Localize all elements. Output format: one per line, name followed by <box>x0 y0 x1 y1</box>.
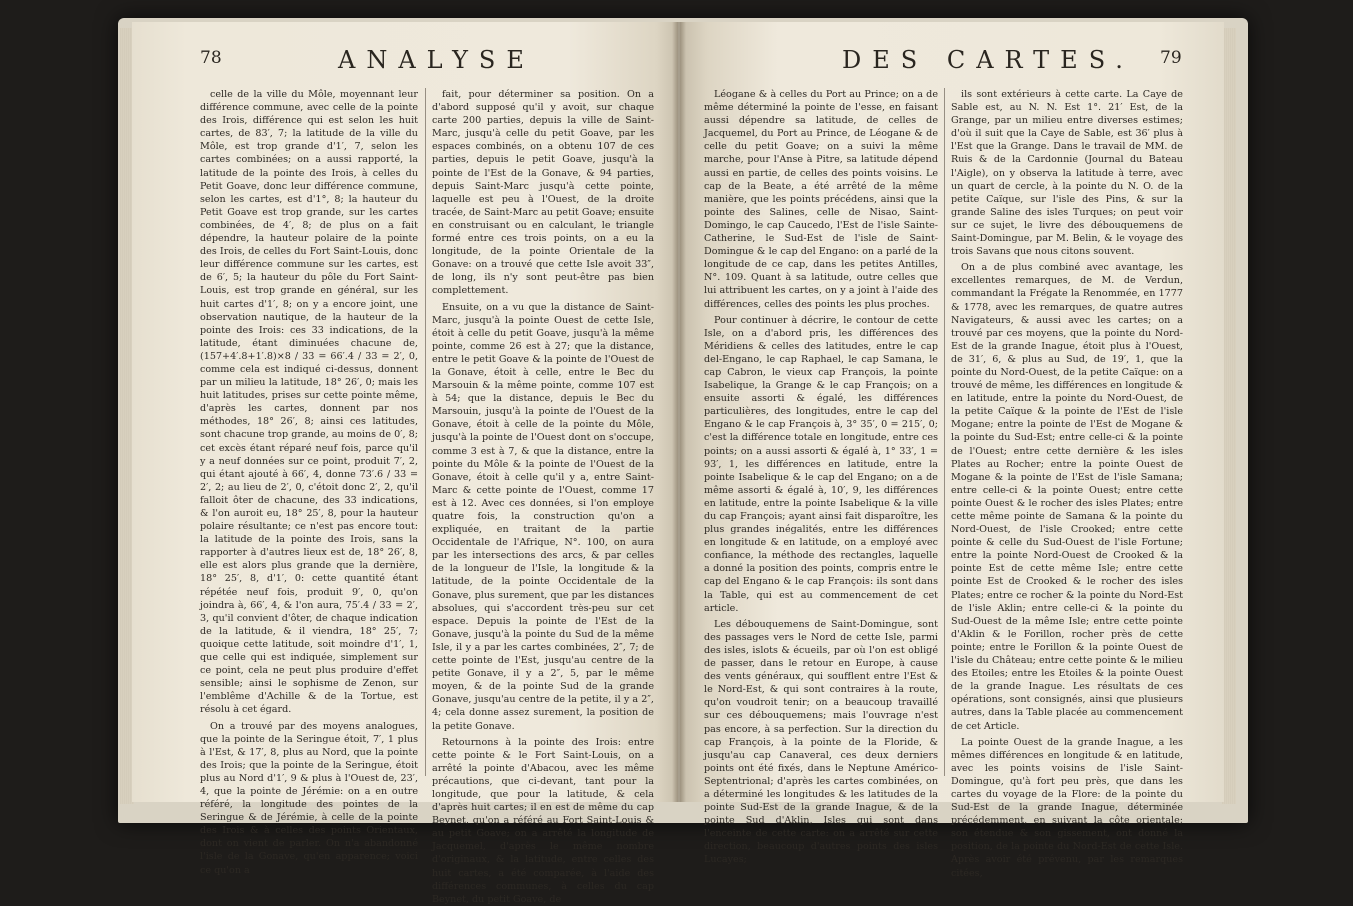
paragraph: Ensuite, on a vu que la distance de Saint-Marc, jusqu'à la pointe Ouest de cette Isle, étoit à celle du petit Goave, jusqu'à la même pointe, comme 26 est à 27; que la distance, entre le petit Goave & la pointe de l'Ouest de la Gonave, étoit à celle, entre le Bec du Marsouin & la même pointe, comme 107 est à 54; que la distance, depuis le Bec du Marsouin, jusqu'à la pointe de l'Ouest de la Gonave, étoit à celle de la pointe du Môle, jusqu'à la pointe de l'Ouest dont on s'occupe, comme 3 est à 7, & que la distance, entre la pointe du Môle & la pointe de l'Ouest de la Gonave, étoit à celle qu'il y a, entre Saint-Marc & cette pointe de l'Ouest, comme 17 est à 12. Avec ces données, si l'on employe quatre fois, la construction qu'on a expliquée, en traitant de la partie Occidentale de l'Afrique, N°. 100, on aura par les intersections des arcs, & par celles de la longueur de l'Isle, la longitude & la latitude, de la pointe Occidentale de la Gonave, plus surement, que par les distances absolues, qui s'accordent très-peu sur cet espace. Depuis la pointe de l'Est de la Gonave, jusqu'à la pointe du Sud de la même Isle, il y a par les cartes combinées, 2″, 7; de cette pointe de l'Est, jusqu'au centre de la petite Gonave, il y a 2″, 5, par le même moyen, & de la pointe Sud de la grande Gonave, jusqu'au centre de la petite, il y a 2″, 4; cela donne assez surement, la position de la petite Gonave. <box>432 301 654 732</box>
column-rule <box>425 88 426 776</box>
left-running-head: ANALYSE <box>338 46 535 74</box>
right-page-column-2 <box>951 88 1183 879</box>
paragraph: celle de la ville du Môle, moyennant leur différence commune, avec celle de la pointe des Irois, différence qui est selon les huit cartes, de 83′, 7; la latitude de la ville du Môle, est trop grande d'1′, 7, selon les cartes combinées; on a aussi rapporté, la latitude de la pointe des Irois, à celles du Petit Goave, donc leur différence commune, selon les cartes, est d'1°, 8; la hauteur du Petit Goave est trop grande, sur les cartes combinées, de 4′, 8; de plus on a fait dépendre, la hauteur polaire de la pointe des Irois, de celles du Fort Saint-Louis, donc leur différence commune sur les cartes, est de 6′, 5; la hauteur du pôle du Fort Saint-Louis, est trop grande en général, sur les huit cartes d'1′, 8; on y a encore joint, une observation nautique, de la hauteur de la pointe des Irois: ces 33 indications, de la latitude, étant diminuées chacune de, (157+4′.8+1′.8)×8 / 33 = 66′.4 / 33 = 2′, 0, comme cela est indiqué ci-dessus, donnent par un milieu la latitude, 18° 26′, 0; mais les huit latitudes, prises sur cette pointe même, d'après les cartes, donnent par nos méthodes, 18° 26′, 8; ainsi ces latitudes, sont chacune trop grande, au moins de 0′, 8; cet excès étant réparé neuf fois, parce qu'il y a neuf données sur ce point, produit 7′, 2, qui étant ajouté à 66′, 4, donne 73′.6 / 33 = 2′, 2; au lieu de 2′, 0, c'étoit donc 2′, 2, qu'il falloit ôter de chacune, des 33 indications, & l'on auroit eu, 18° 25′, 8, pour la hauteur polaire résultante; ce n'est pas encore tout: la latitude de la pointe des Irois, sans la rapporter à d'autres lieux est de, 18° 26′, 8, elle est alors plus grande que la dernière, 18° 25′, 8, d'1′, 0: cette quantité étant répétée neuf fois, produit 9′, 0, qu'on joindra à, 66′, 4, & l'on aura, 75′.4 / 33 = 2′, 3, qu'il convient d'ôter, de chaque indication de la latitude, & il viendra, 18° 25′, 7; quoique cette latitude, soit moindre d'1′, 1, que celle qui est indiquée, simplement sur ce point, cela ne peut plus produire d'effet sensible; ainsi le sophisme de Zenon, sur l'emblême d'Achille & de la Tortue, est résolu à cet égard. <box>200 89 418 716</box>
right-page-column-1 <box>704 88 938 866</box>
right-page-edges <box>1222 28 1236 804</box>
paragraph: On a de plus combiné avec avantage, les excellentes remarques, de M. de Verdun, commandant la Frégate la Renommée, en 1777 & 1778, avec les remarques, de quatre autres Navigateurs, & aussi avec les cartes; on a trouvé par ces moyens, que la pointe du Nord-Est de la grande Inague, étoit plus à l'Ouest, de 31′, 6, & plus au Sud, de 19′, 1, que la pointe du Nord-Ouest, de la petite Caïque: on a trouvé de même, les différences en longitude & en latitude, entre la pointe du Nord-Ouest, de la petite Caïque & la pointe de l'Est de l'isle Mogane; entre la pointe de l'Est de Mogane & la pointe du Sud-Est; entre celle-ci & la pointe de l'Ouest; entre cette dernière & les isles Plates au Rocher; entre la pointe Ouest de Mogane & la pointe de l'Est de l'isle Samana; entre celle-ci & la pointe Ouest; entre cette pointe Ouest & le rocher des isles Plates; entre cette même pointe de Samana & la pointe du Nord-Ouest, de l'isle Crooked; entre cette pointe & celle du Sud-Ouest de l'isle Fortune; entre la pointe Nord-Ouest de Crooked & la pointe Est de cette même Isle; entre cette pointe Est de Crooked & le rocher des isles Plates; entre ce rocher & la pointe du Nord-Est de l'isle Aklin; entre celle-ci & la pointe du Sud-Ouest de la même Isle; entre cette pointe d'Aklin & le Forillon, rocher près de cette pointe; entre le Forillon & la pointe Ouest de l'isle du Château; entre cette pointe & le milieu des Etoiles; entre les Etoiles & la pointe Ouest de la grande Inague. Les résultats de ces opérations, sont consignés, ainsi que plusieurs autres, dans la Table placée au commencement de cet Article. <box>951 262 1183 732</box>
book-gutter <box>672 22 686 802</box>
left-page-column-1 <box>200 88 418 876</box>
paragraph: La pointe Ouest de la grande Inague, a les mêmes différences en longitude & en latitude, avec les points voisins de l'isle Saint-Domingue, qu'à fort peu près, que dans les cartes du voyage de la Flore: de la pointe du Sud-Est de la grande Inague, déterminée précédemment, en suivant la côte orientale; son étendue & son gissement, ont donné la position, de la pointe du Nord-Est de cette Isle. Après avoir été prévenu, par les remarques citées, <box>951 736 1183 879</box>
paragraph: Les débouquemens de Saint-Domingue, sont des passages vers le Nord de cette Isle, parmi des isles, islots & écueils, par où l'on est obligé de passer, dans le retour en Europe, à cause des vents généraux, qui soufflent entre l'Est & le Nord-Est, & qui sont contraires à la route, qu'on voudroit tenir; on a beaucoup travaillé sur ces débouquemens; mais l'ouvrage n'est pas encore, à sa perfection. Sur la direction du cap François, à la pointe de la Floride, & jusqu'au cap Canaveral, ces deux derniers points ont été fixés, dans le Neptune Américo-Septentrional; d'après les cartes combinées, on a déterminé les longitudes & les latitudes de la pointe Sud-Est de la grande Inague, & de la pointe Sud d'Aklin, Isles qui sont dans l'enceinte de cette carte: on a arrêté sur cette direction, beaucoup d'autres points des isles Lucayes; <box>704 618 938 866</box>
paragraph: On a trouvé par des moyens analogues, que la pointe de la Seringue étoit, 7′, 1 plus à l'Est, & 17′, 8, plus au Nord, que la pointe des Irois; que la pointe de la Seringue, étoit plus au Nord d'1′, 9 & plus à l'Ouest de, 23′, 4, que la pointe de Jérémie: on a en outre référé, la longitude des pointes de la Seringue & de Jérémie, à celle de la pointe des Irois & à celles des points Orientaux, dont on vient de parler. On n'a abandonné l'isle de la Gonave, qu'en apparence; voici ce qu'on a <box>200 720 418 876</box>
paragraph: ils sont extérieurs à cette carte. La Caye de Sable est, au N. N. Est 1°. 21′ Est, de la Grange, par un milieu entre diverses estimes; d'où il suit que la Caye de Sable, est 36′ plus à l'Est que la Grange. Dans le travail de MM. de Ruis & de la Cardonnie (Journal du Bateau l'Aigle), on y observa la latitude à terre, avec un quart de cercle, à la pointe du N. O. de la petite Caïque, sur l'isle des Pins, & sur la grande Saline des isles Turques; on peut voir sur ce sujet, le livre des débouquemens de Saint-Domingue, par M. Belin, & le voyage des trois Savans que nous citons souvent. <box>951 89 1183 258</box>
right-page-number: 79 <box>1160 48 1182 68</box>
left-page-number: 78 <box>200 48 222 68</box>
left-page-column-2 <box>432 88 654 905</box>
paragraph: Léogane & à celles du Port au Prince; on a de même déterminé la pointe de l'esse, en faisant aussi dépendre sa latitude, de celles de Jacquemel, du Port au Prince, de Léogane & de celle du petit Goave; on a suivi la même marche, pour l'Anse à Pitre, sa latitude dépend aussi en partie, de celles des points voisins. Le cap de la Beate, a été arrêté de la même manière, que les points précédens, ainsi que la pointe des Salines, celle de Nisao, Saint-Domingo, le cap Caucedo, l'Est de l'isle Sainte-Catherine, le Sud-Est de l'isle de Saint-Domingue & le cap del Engano: on a parlé de la longitude de ce cap, dans les petites Antilles, N°. 109. Quant à sa latitude, outre celles que lui attribuent les cartes, on y a joint à l'aide des différences, celles des points les plus proches. <box>704 89 938 310</box>
paragraph: fait, pour déterminer sa position. On a d'abord supposé qu'il y avoit, sur chaque carte 200 parties, depuis la ville de Saint-Marc, jusqu'à celle du petit Goave, par les espaces combinés, on a obtenu 107 de ces parties, depuis le petit Goave, jusqu'à la pointe de l'Est de la Gonave, & 94 parties, depuis Saint-Marc jusqu'à cette pointe, laquelle est peu à l'Ouest, de la droite tracée, de Saint-Marc au petit Goave; ensuite en construisant ou en calculant, le triangle formé entre ces trois points, on a eu la longitude, de la pointe Orientale de la Gonave: on a trouvé que cette Isle avoit 33″, de long, ils n'y sont peut-être pas bien complettement. <box>432 89 654 297</box>
column-rule <box>944 88 945 776</box>
paragraph: Retournons à la pointe des Irois: entre cette pointe & le Fort Saint-Louis, on a arrêté la pointe d'Abacou, avec les même précautions, que ci-devant, tant pour la longitude, que pour la latitude, & cela d'après huit cartes; il en est de même du cap Beynet, qu'on a référé au Fort Saint-Louis & au petit Goave; on a arrêté la longitude de Jacquemel, d'après le même nombre d'originaux, & la latitude, entre celles des huit cartes, a été comparée, à l'aide des différences communes, à celles du cap Beynet, du petit Goave, de <box>432 736 654 905</box>
right-running-head: DES CARTES. <box>842 46 1134 74</box>
paragraph: Pour continuer à décrire, le contour de cette Isle, on a d'abord pris, les différences des Méridiens & celles des latitudes, entre le cap del-Engano, le cap Raphael, le cap Samana, le cap Cabron, le vieux cap François, la pointe Isabelique, la Grange & le cap François; on a ensuite assorti & égalé, les différences particulières, des longitudes, entre le cap del Engano & le cap François à, 3° 35′, 0 = 215′, 0; c'est la différence totale en longitude, entre ces points; on a aussi assorti & égalé à, 1° 33′, 1 = 93′, 1, les différences en latitude, entre la pointe Isabelique & le cap del Engano; on a de même assorti & égalé à, 10′, 9, les différences en latitude, entre la pointe Isabelique & la ville du cap François; ayant ainsi fait disparoître, les plus grandes inégalités, entre les différences en longitude & en latitude, on a employé avec confiance, la méthode des rectangles, laquelle a donné la position des points, compris entre le cap del Engano & le cap François: ils sont dans la Table, qui est au commencement de cet article. <box>704 314 938 614</box>
